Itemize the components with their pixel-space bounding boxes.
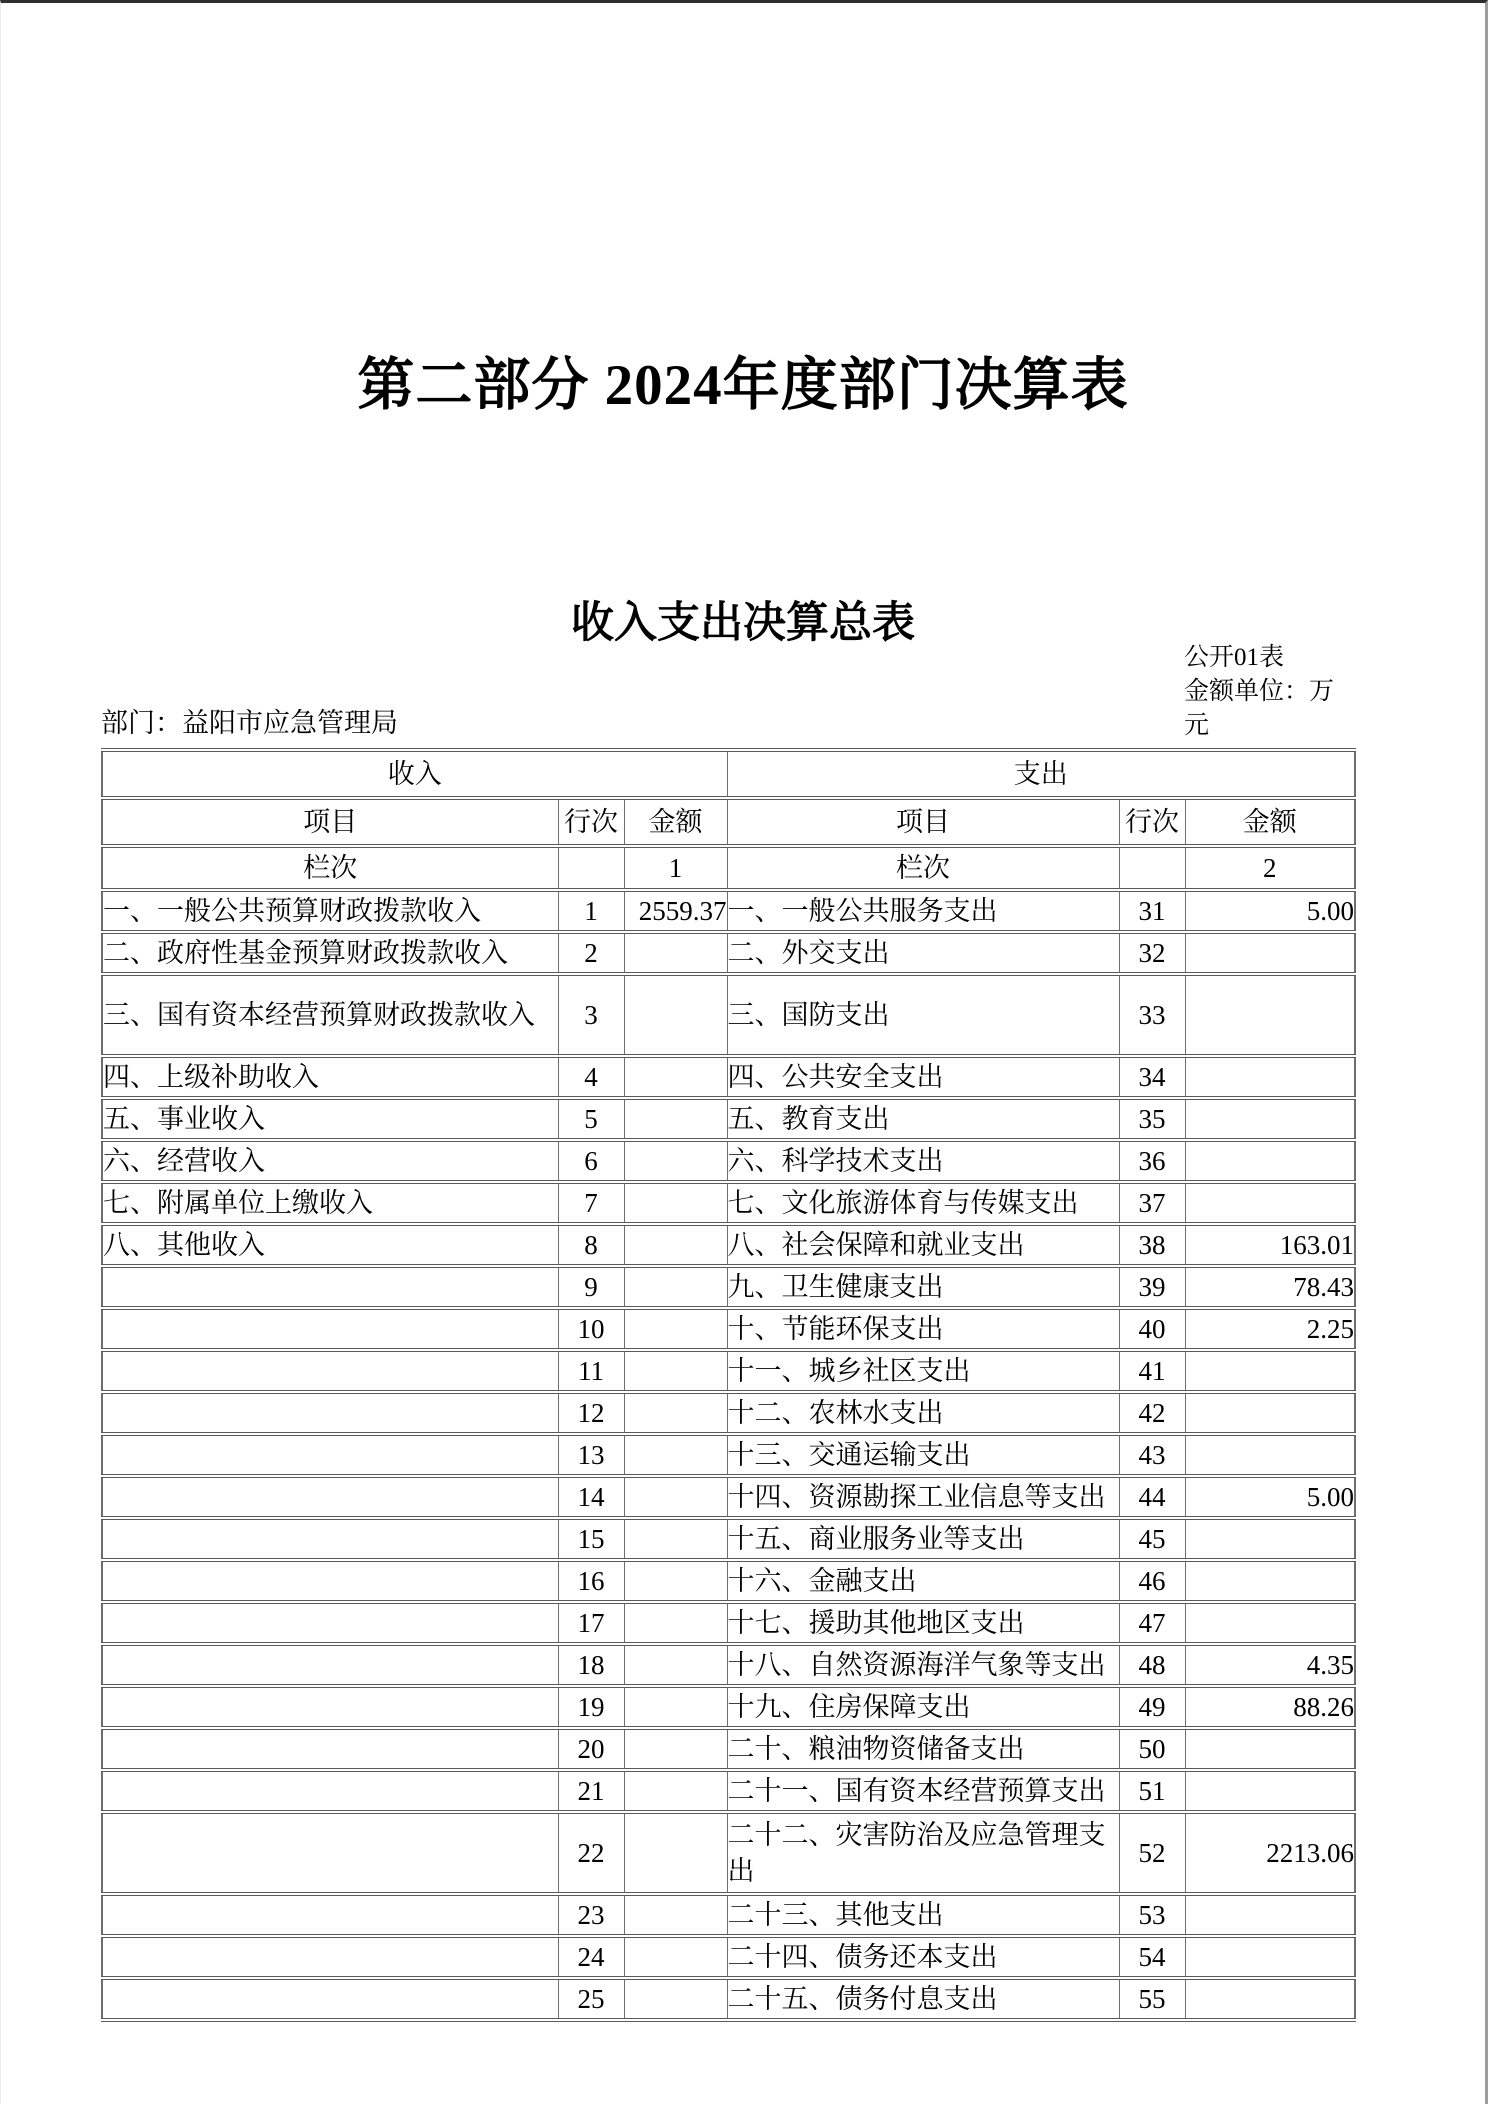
exp-amount-cell: [1185, 1936, 1355, 1978]
exp-item-cell: 十、节能环保支出: [727, 1308, 1119, 1350]
table-row: [102, 890, 1355, 932]
exp-rowno-cell: 52: [1119, 1812, 1185, 1894]
exp-rowno-cell: 36: [1119, 1140, 1185, 1182]
income-rowno-cell: 21: [558, 1770, 624, 1812]
exp-rowno-cell: 38: [1119, 1224, 1185, 1266]
table-row: [102, 932, 1355, 974]
income-item-cell: [102, 1602, 558, 1644]
part-title: 第二部分 2024年度部门决算表: [357, 354, 1129, 417]
income-item-cell: 五、事业收入: [102, 1098, 558, 1140]
income-item-col-header: 项目: [102, 798, 558, 846]
table-row: [102, 1308, 1355, 1350]
income-item-cell: [102, 1350, 558, 1392]
income-rowno-cell: 6: [558, 1140, 624, 1182]
table-body: [102, 890, 1355, 2020]
exp-rowno-cell: 35: [1119, 1098, 1185, 1140]
exp-item-cell: 二、外交支出: [727, 932, 1119, 974]
income-rowno-col-header: 行次: [558, 798, 624, 846]
exp-item-cell: 十六、金融支出: [727, 1560, 1119, 1602]
exp-rowno-cell: 31: [1119, 890, 1185, 932]
exp-rowno-cell: 46: [1119, 1560, 1185, 1602]
income-amount-cell: [624, 1392, 727, 1434]
table-row: [102, 1812, 1355, 1894]
income-amount-cell: [624, 932, 727, 974]
table-row: [102, 1434, 1355, 1476]
income-item-cell: [102, 1894, 558, 1936]
exp-amount-cell: [1185, 932, 1355, 974]
income-amount-cell: [624, 1056, 727, 1098]
income-amount-cell: [624, 1098, 727, 1140]
exp-rowno-cell: 34: [1119, 1056, 1185, 1098]
income-item-cell: 七、附属单位上缴收入: [102, 1182, 558, 1224]
income-amount-cell: [624, 1894, 727, 1936]
exp-amount-cell: [1185, 1978, 1355, 2020]
income-amount-cell: [624, 1978, 727, 2020]
exp-item-cell: 四、公共安全支出: [727, 1056, 1119, 1098]
income-item-cell: 三、国有资本经营预算财政拨款收入: [102, 974, 558, 1056]
income-rowno-cell: 25: [558, 1978, 624, 2020]
income-item-cell: [102, 1644, 558, 1686]
exp-lanci-rowno: [1119, 846, 1185, 890]
table-row: [102, 1476, 1355, 1518]
income-rowno-cell: 14: [558, 1476, 624, 1518]
table-row: [102, 1686, 1355, 1728]
exp-amount-cell: [1185, 1894, 1355, 1936]
income-rowno-cell: 1: [558, 890, 624, 932]
exp-item-col-header: 项目: [727, 798, 1119, 846]
income-amount-cell: 2559.37: [624, 890, 727, 932]
table-row: [102, 1602, 1355, 1644]
income-item-cell: 四、上级补助收入: [102, 1056, 558, 1098]
exp-amount-cell: [1185, 1182, 1355, 1224]
income-item-cell: 八、其他收入: [102, 1224, 558, 1266]
exp-col-number: 2: [1185, 846, 1355, 890]
exp-amount-cell: [1185, 1770, 1355, 1812]
expenditure-section-header: 支出: [727, 750, 1355, 798]
exp-rowno-cell: 49: [1119, 1686, 1185, 1728]
exp-rowno-cell: 37: [1119, 1182, 1185, 1224]
exp-amount-cell: 2213.06: [1185, 1812, 1355, 1894]
exp-item-cell: 五、教育支出: [727, 1098, 1119, 1140]
table-row: [102, 1728, 1355, 1770]
exp-rowno-cell: 45: [1119, 1518, 1185, 1560]
exp-item-cell: 二十五、债务付息支出: [727, 1978, 1119, 2020]
unit-label: 金额单位：万元: [1184, 678, 1335, 739]
exp-rowno-cell: 33: [1119, 974, 1185, 1056]
exp-amount-cell: [1185, 1098, 1355, 1140]
income-lanci-label: 栏次: [102, 846, 558, 890]
table-row: [102, 1644, 1355, 1686]
exp-rowno-cell: 32: [1119, 932, 1185, 974]
exp-item-cell: 十五、商业服务业等支出: [727, 1518, 1119, 1560]
exp-item-cell: 九、卫生健康支出: [727, 1266, 1119, 1308]
lanci-row: [102, 846, 1355, 890]
income-rowno-cell: 2: [558, 932, 624, 974]
table-row: [102, 1098, 1355, 1140]
table-row: [102, 974, 1355, 1056]
exp-rowno-cell: 40: [1119, 1308, 1185, 1350]
exp-rowno-cell: 54: [1119, 1936, 1185, 1978]
exp-amount-cell: [1185, 1392, 1355, 1434]
income-rowno-cell: 22: [558, 1812, 624, 1894]
income-item-cell: [102, 1686, 558, 1728]
table-row: [102, 1560, 1355, 1602]
exp-rowno-cell: 55: [1119, 1978, 1185, 2020]
income-rowno-cell: 18: [558, 1644, 624, 1686]
exp-rowno-cell: 43: [1119, 1434, 1185, 1476]
exp-amount-cell: 163.01: [1185, 1224, 1355, 1266]
table-row: [102, 1182, 1355, 1224]
exp-item-cell: 十三、交通运输支出: [727, 1434, 1119, 1476]
exp-rowno-cell: 39: [1119, 1266, 1185, 1308]
exp-amount-cell: 5.00: [1185, 890, 1355, 932]
income-rowno-cell: 17: [558, 1602, 624, 1644]
income-amount-cell: [624, 1518, 727, 1560]
income-amount-col-header: 金额: [624, 798, 727, 846]
income-amount-cell: [624, 1936, 727, 1978]
table-row: [102, 1392, 1355, 1434]
section-header-row: [102, 750, 1355, 798]
income-item-cell: [102, 1266, 558, 1308]
table-row: [102, 1266, 1355, 1308]
exp-item-cell: 十七、援助其他地区支出: [727, 1602, 1119, 1644]
income-amount-cell: [624, 1602, 727, 1644]
table-row: [102, 1978, 1355, 2020]
income-amount-cell: [624, 1728, 727, 1770]
exp-item-cell: 七、文化旅游体育与传媒支出: [727, 1182, 1119, 1224]
income-item-cell: [102, 1434, 558, 1476]
table-row: [102, 1224, 1355, 1266]
exp-item-cell: 二十三、其他支出: [727, 1894, 1119, 1936]
exp-item-cell: 二十、粮油物资储备支出: [727, 1728, 1119, 1770]
income-col-number: 1: [624, 846, 727, 890]
exp-item-cell: 十九、住房保障支出: [727, 1686, 1119, 1728]
income-item-cell: [102, 1812, 558, 1894]
exp-rowno-col-header: 行次: [1119, 798, 1185, 846]
income-rowno-cell: 15: [558, 1518, 624, 1560]
exp-amount-cell: [1185, 1728, 1355, 1770]
income-item-cell: [102, 1392, 558, 1434]
department-label: 部门：益阳市应急管理局: [101, 708, 398, 738]
table-code-label: 公开01表: [1184, 644, 1285, 671]
exp-rowno-cell: 47: [1119, 1602, 1185, 1644]
income-item-cell: [102, 1308, 558, 1350]
exp-item-cell: 八、社会保障和就业支出: [727, 1224, 1119, 1266]
table-meta-block: [1184, 641, 1352, 743]
exp-item-cell: 三、国防支出: [727, 974, 1119, 1056]
exp-item-cell: 二十四、债务还本支出: [727, 1936, 1119, 1978]
income-amount-cell: [624, 1770, 727, 1812]
exp-amount-cell: [1185, 1056, 1355, 1098]
income-item-cell: [102, 1476, 558, 1518]
exp-rowno-cell: 41: [1119, 1350, 1185, 1392]
exp-item-cell: 十八、自然资源海洋气象等支出: [727, 1644, 1119, 1686]
table-row: [102, 1518, 1355, 1560]
income-rowno-cell: 8: [558, 1224, 624, 1266]
income-rowno-cell: 4: [558, 1056, 624, 1098]
income-amount-cell: [624, 1350, 727, 1392]
income-section-header: 收入: [102, 750, 727, 798]
column-header-row: [102, 798, 1355, 846]
income-item-cell: 六、经营收入: [102, 1140, 558, 1182]
income-item-cell: [102, 1770, 558, 1812]
income-amount-cell: [624, 1644, 727, 1686]
exp-amount-cell: 2.25: [1185, 1308, 1355, 1350]
income-rowno-cell: 3: [558, 974, 624, 1056]
table-row: [102, 1894, 1355, 1936]
income-amount-cell: [624, 1182, 727, 1224]
income-item-cell: [102, 1728, 558, 1770]
exp-amount-cell: [1185, 1434, 1355, 1476]
table-row: [102, 1056, 1355, 1098]
income-item-cell: [102, 1560, 558, 1602]
income-item-cell: [102, 1936, 558, 1978]
income-amount-cell: [624, 1308, 727, 1350]
income-item-cell: [102, 1518, 558, 1560]
exp-item-cell: 十四、资源勘探工业信息等支出: [727, 1476, 1119, 1518]
exp-lanci-label: 栏次: [727, 846, 1119, 890]
income-rowno-cell: 10: [558, 1308, 624, 1350]
income-lanci-rowno: [558, 846, 624, 890]
exp-rowno-cell: 44: [1119, 1476, 1185, 1518]
income-rowno-cell: 19: [558, 1686, 624, 1728]
table-row: [102, 1770, 1355, 1812]
income-item-cell: [102, 1978, 558, 2020]
exp-rowno-cell: 51: [1119, 1770, 1185, 1812]
exp-amount-cell: [1185, 1560, 1355, 1602]
income-rowno-cell: 20: [558, 1728, 624, 1770]
income-rowno-cell: 5: [558, 1098, 624, 1140]
exp-item-cell: 十一、城乡社区支出: [727, 1350, 1119, 1392]
exp-item-cell: 一、一般公共服务支出: [727, 890, 1119, 932]
income-rowno-cell: 12: [558, 1392, 624, 1434]
income-amount-cell: [624, 1812, 727, 1894]
income-item-cell: 一、一般公共预算财政拨款收入: [102, 890, 558, 932]
income-amount-cell: [624, 1560, 727, 1602]
exp-amount-cell: [1185, 1602, 1355, 1644]
income-amount-cell: [624, 974, 727, 1056]
income-amount-cell: [624, 1686, 727, 1728]
exp-amount-cell: [1185, 1140, 1355, 1182]
income-amount-cell: [624, 1224, 727, 1266]
exp-amount-cell: [1185, 1518, 1355, 1560]
income-rowno-cell: 7: [558, 1182, 624, 1224]
exp-amount-col-header: 金额: [1185, 798, 1355, 846]
income-expenditure-table: [101, 748, 1356, 2022]
exp-amount-cell: 78.43: [1185, 1266, 1355, 1308]
exp-amount-cell: 88.26: [1185, 1686, 1355, 1728]
table-row: [102, 1936, 1355, 1978]
exp-rowno-cell: 48: [1119, 1644, 1185, 1686]
income-amount-cell: [624, 1476, 727, 1518]
exp-amount-cell: [1185, 1350, 1355, 1392]
exp-item-cell: 二十二、灾害防治及应急管理支出: [727, 1812, 1119, 1894]
income-rowno-cell: 11: [558, 1350, 624, 1392]
income-item-cell: 二、政府性基金预算财政拨款收入: [102, 932, 558, 974]
income-rowno-cell: 13: [558, 1434, 624, 1476]
income-amount-cell: [624, 1434, 727, 1476]
income-rowno-cell: 23: [558, 1894, 624, 1936]
income-amount-cell: [624, 1266, 727, 1308]
exp-item-cell: 六、科学技术支出: [727, 1140, 1119, 1182]
exp-rowno-cell: 50: [1119, 1728, 1185, 1770]
exp-rowno-cell: 42: [1119, 1392, 1185, 1434]
exp-item-cell: 二十一、国有资本经营预算支出: [727, 1770, 1119, 1812]
exp-item-cell: 十二、农林水支出: [727, 1392, 1119, 1434]
table-title: 收入支出决算总表: [571, 600, 915, 647]
exp-rowno-cell: 53: [1119, 1894, 1185, 1936]
table-row: [102, 1140, 1355, 1182]
income-rowno-cell: 24: [558, 1936, 624, 1978]
income-amount-cell: [624, 1140, 727, 1182]
table-row: [102, 1350, 1355, 1392]
income-rowno-cell: 16: [558, 1560, 624, 1602]
exp-amount-cell: [1185, 974, 1355, 1056]
income-rowno-cell: 9: [558, 1266, 624, 1308]
exp-amount-cell: 5.00: [1185, 1476, 1355, 1518]
exp-amount-cell: 4.35: [1185, 1644, 1355, 1686]
